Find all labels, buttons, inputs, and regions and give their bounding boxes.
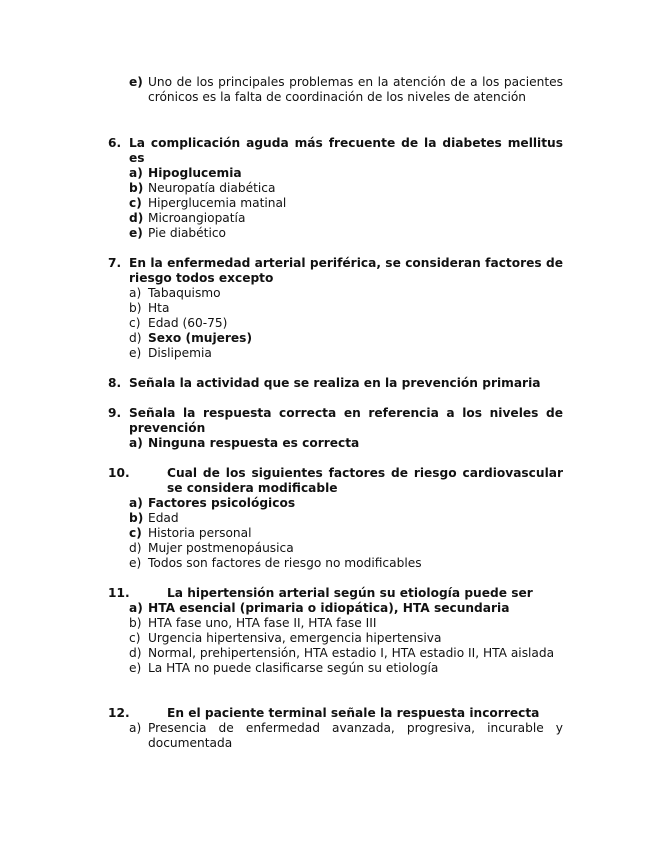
option-10e: [108, 556, 563, 571]
option-7a: [108, 286, 563, 301]
option-6d: [108, 211, 563, 226]
question-12: [108, 706, 563, 751]
option-text: Edad: [148, 511, 179, 525]
question-6: [108, 136, 563, 241]
option-11d: [108, 646, 563, 661]
option-text: La HTA no puede clasificarse según su etiología: [148, 661, 439, 675]
option-letter: a): [129, 166, 143, 180]
question-number: 10.: [108, 466, 130, 480]
option-text: Edad (60-75): [148, 316, 228, 330]
option-letter: d): [129, 331, 142, 345]
option-7b: [108, 301, 563, 316]
option-text: Mujer postmenopáusica: [148, 541, 294, 555]
option-text: Tabaquismo: [148, 286, 221, 300]
question-text: La complicación aguda más frecuente de la diabetes mellitus es: [129, 136, 563, 165]
question-text: Cual de los siguientes factores de riesgo cardiovascular se considera modificable: [167, 466, 563, 495]
option-letter: d): [129, 541, 142, 555]
option-letter: e): [129, 346, 142, 360]
option-letter: e): [129, 556, 142, 570]
option-6a: [108, 166, 563, 181]
question-number: 7.: [108, 256, 122, 270]
option-letter: c): [129, 526, 142, 540]
option-9a: [108, 436, 563, 451]
question-7: [108, 256, 563, 361]
option-text: Uno de los principales problemas en la atención de a los pacientes crónicos es la falta de coordinación de los niveles de atención: [148, 75, 563, 104]
option-letter: d): [129, 646, 142, 660]
option-text: Hiperglucemia matinal: [148, 196, 287, 210]
option-text: Presencia de enfermedad avanzada, progresiva, incurable y documentada: [148, 721, 563, 750]
question-text: En la enfermedad arterial periférica, se consideran factores de riesgo todos excepto: [129, 256, 563, 285]
option-6e: [108, 226, 563, 241]
question-text: Señala la respuesta correcta en referencia a los niveles de prevención: [129, 406, 563, 435]
option-letter: a): [129, 601, 143, 615]
option-12a: [108, 721, 563, 751]
option-text: Todos son factores de riesgo no modificables: [148, 556, 422, 570]
question-text: La hipertensión arterial según su etiología puede ser: [167, 586, 533, 600]
option-text: Factores psicológicos: [148, 496, 296, 510]
option-6c: [108, 196, 563, 211]
option-letter: c): [129, 316, 141, 330]
option-letter: a): [129, 496, 143, 510]
option-text: Ninguna respuesta es correcta: [148, 436, 360, 450]
option-letter: e): [129, 75, 143, 89]
option-letter: d): [129, 211, 144, 225]
option-text: Normal, prehipertensión, HTA estadio I, HTA estadio II, HTA aislada: [148, 646, 555, 660]
question-number: 9.: [108, 406, 122, 420]
option-text: Microangiopatía: [148, 211, 246, 225]
option-text: Pie diabético: [148, 226, 226, 240]
option-letter: b): [129, 511, 144, 525]
option-text: HTA esencial (primaria o idiopática), HTA secundaria: [148, 601, 510, 615]
option-11e: [108, 661, 563, 676]
question-number: 12.: [108, 706, 130, 720]
option-letter: a): [129, 436, 143, 450]
option-text: Dislipemia: [148, 346, 212, 360]
option-letter: c): [129, 196, 142, 210]
option-text: Hta: [148, 301, 170, 315]
question-text: En el paciente terminal señale la respuesta incorrecta: [167, 706, 540, 720]
option-text: Sexo (mujeres): [148, 331, 253, 345]
option-letter: e): [129, 226, 143, 240]
option-letter: c): [129, 631, 141, 645]
option-letter: a): [129, 721, 142, 735]
option-10a: [108, 496, 563, 511]
option-letter: b): [129, 616, 142, 630]
question-11: [108, 586, 563, 676]
option-11c: [108, 631, 563, 646]
option-letter: b): [129, 181, 144, 195]
option-text: Urgencia hipertensiva, emergencia hipertensiva: [148, 631, 442, 645]
option-text: Hipoglucemia: [148, 166, 242, 180]
option-7e: [108, 346, 563, 361]
option-11a: [108, 601, 563, 616]
option-10d: [108, 541, 563, 556]
question-text: Señala la actividad que se realiza en la prevención primaria: [129, 376, 541, 390]
option-letter: e): [129, 661, 142, 675]
option-6b: [108, 181, 563, 196]
question-number: 6.: [108, 136, 122, 150]
question-9: [108, 406, 563, 451]
question-10: [108, 466, 563, 571]
option-10b: [108, 511, 563, 526]
option-text: Neuropatía diabética: [148, 181, 276, 195]
option-letter: a): [129, 286, 142, 300]
question-number: 8.: [108, 376, 122, 390]
continued-option: [108, 75, 563, 105]
option-7d: [108, 331, 563, 346]
option-letter: b): [129, 301, 142, 315]
question-8: [108, 376, 563, 391]
option-11b: [108, 616, 563, 631]
option-text: HTA fase uno, HTA fase II, HTA fase III: [148, 616, 377, 630]
option-7c: [108, 316, 563, 331]
option-text: Historia personal: [148, 526, 252, 540]
option-10c: [108, 526, 563, 541]
question-number: 11.: [108, 586, 130, 600]
